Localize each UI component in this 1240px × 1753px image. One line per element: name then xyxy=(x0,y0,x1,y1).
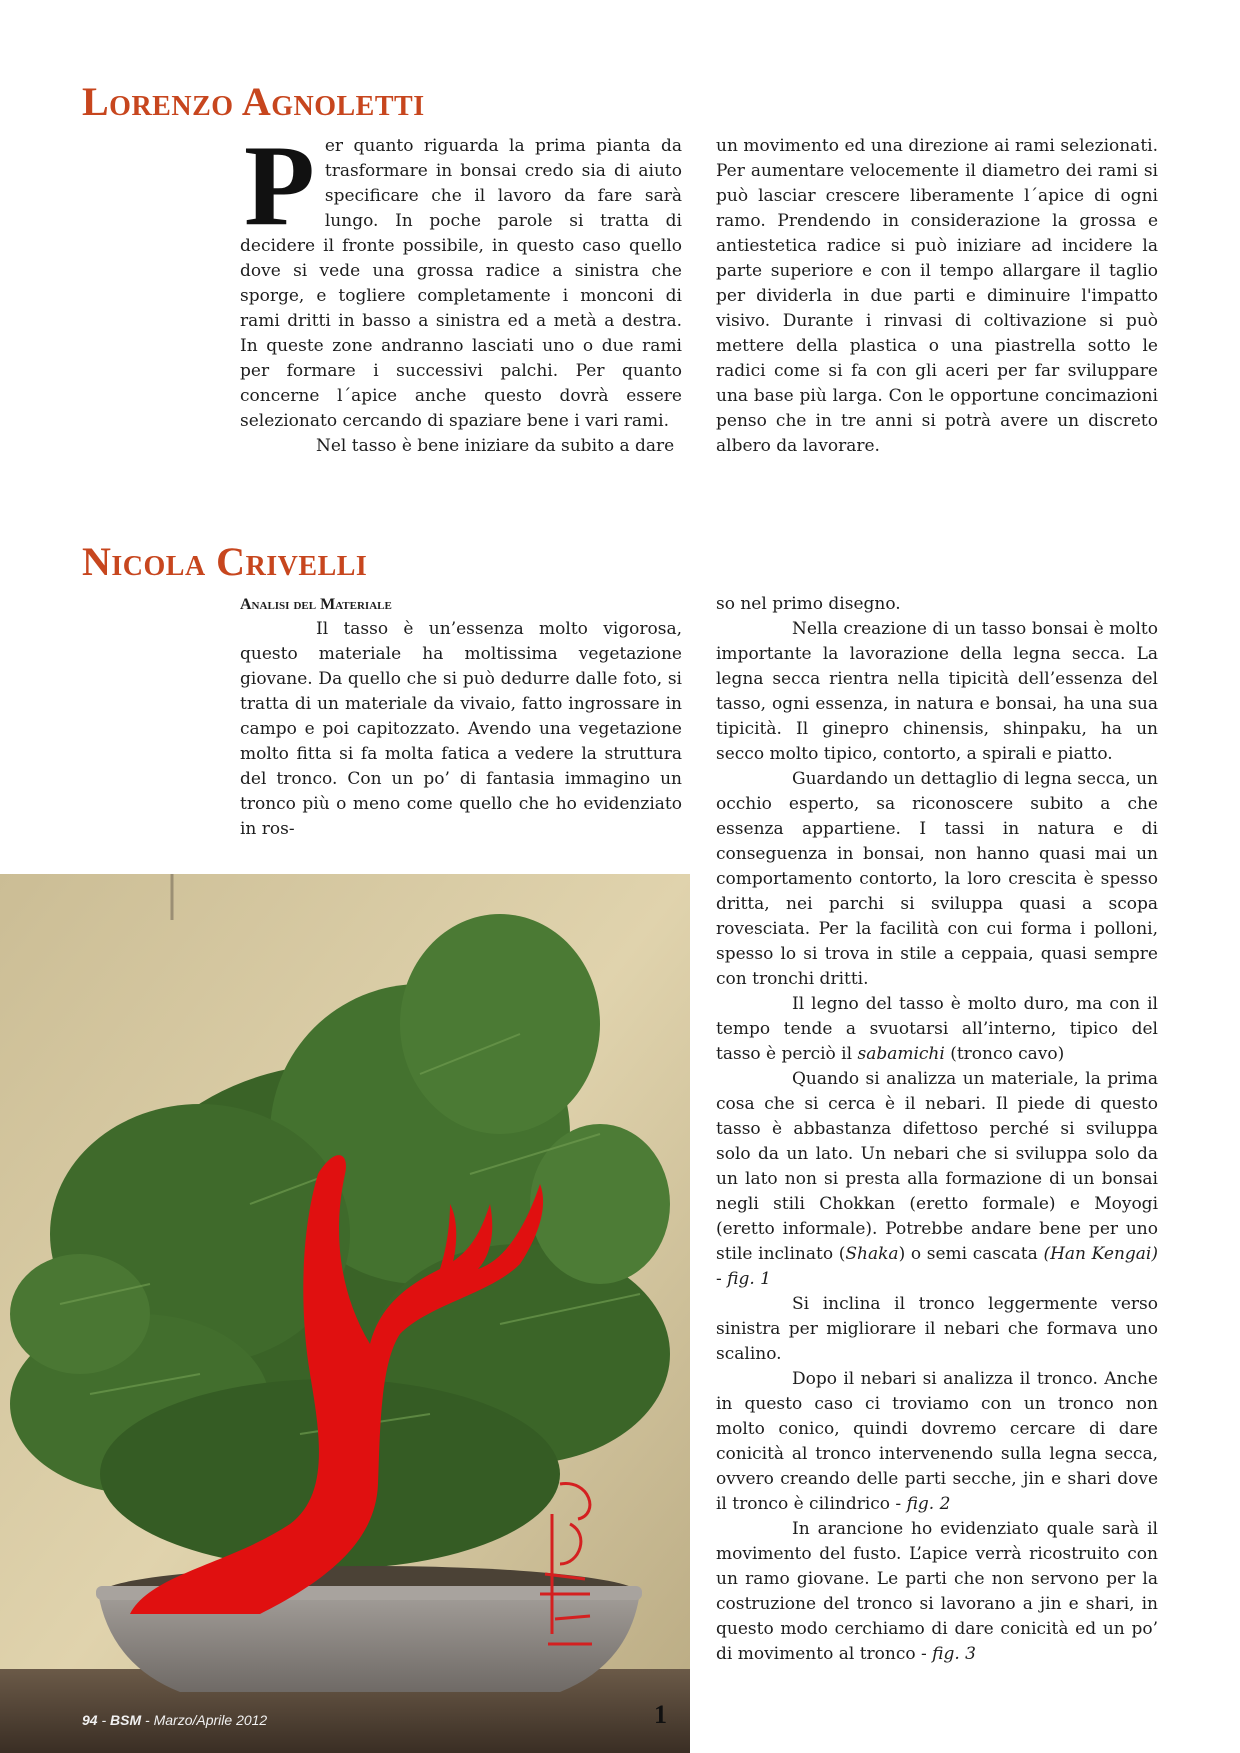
article-column-right xyxy=(716,592,1158,1667)
paragraph: Quando si analizza un materiale, la prima cosa che si cerca è il nebari. Il piede di questo tasso è abbastanza difettoso perché si sviluppa solo da un lato. Un nebari che si sviluppa solo da un lato non si presta alla formazione di un bonsai negli stili Chokkan (eretto formale) e Moyogi (eretto informale). Potrebbe andare bene per uno stile inclinato (Shaka) o semi cascata (Han Kengai) - fig. 1 xyxy=(716,1069,1158,1289)
paragraph: Per quanto riguarda la prima pianta da trasformare in bonsai credo sia di aiuto specificare che il lavoro da fare sarà lungo. In poche parole si tratta di decidere il fronte possibile, in questo caso quello dove si vede una grossa radice a sinistra che sporge, e togliere completamente i monconi di rami dritti in basso a sinistra ed a metà a destra. In queste zone andranno lasciati uno o due rami per formare i successivi palchi. Per quanto concerne l´apice anche questo dovrà essere selezionato cercando di spaziare bene i vari rami. xyxy=(240,122,682,431)
page-footer: 94 - BSM - Marzo/Aprile 2012 xyxy=(82,1712,268,1728)
paragraph: Il tasso è un’essenza molto vigorosa, questo materiale ha moltissima vegetazione giovane. Da quello che si può dedurre dalle foto, si tratta di un materiale da vivaio, fatto ingrossare in campo e poi capitozzato. Avendo una vegetazione molto fitta si fa molta fatica a vedere la struttura del tronco. Con un po’ di fantasia immagino un tronco più o meno come quello che ho evidenziato in ros- xyxy=(240,619,682,839)
page-number: 94 xyxy=(82,1712,98,1728)
paragraph: so nel primo disegno. xyxy=(716,594,901,614)
bonsai-illustration xyxy=(0,874,690,1753)
paragraph: Dopo il nebari si analizza il tronco. Anche in questo caso ci troviamo con un tronco non molto conico, quindi dovremo cercare di dare conicità al tronco intervenendo sulla legna secca, ovvero creando delle parti secche, jin e shari dove il tronco è cilindrico - fig. 2 xyxy=(716,1369,1158,1514)
article-column-left xyxy=(240,592,682,842)
magazine-name: BSM xyxy=(110,1712,142,1728)
subheading: Analisi del Materiale xyxy=(240,596,392,613)
paragraph: un movimento ed una direzione ai rami selezionati. Per aumentare velocemente il diametro dei rami si può lasciar crescere liberamente l´apice di ogni ramo. Prendendo in considerazione la grossa e antiestetica radice si può iniziare ad incidere la parte superiore e con il tempo allargare il taglio per dividerla in due parti e diminuire l'impatto visivo. Durante i rinvasi di coltivazione si può mettere della plastica o una piastrella sotto le radici come si fa con gli aceri per far sviluppare una base più larga. Con le opportune concimazioni penso che in tre anni si potrà avere un discreto albero da lavorare. xyxy=(716,136,1158,456)
paragraph: Si inclina il tronco leggermente verso sinistra per migliorare il nebari che formava uno scalino. xyxy=(716,1294,1158,1364)
issue-date: Marzo/Aprile 2012 xyxy=(153,1712,268,1728)
author-name: Lorenzo Agnoletti xyxy=(82,79,425,124)
paragraph: In arancione ho evidenziato quale sarà il movimento del fusto. L’apice verrà ricostruito con un ramo giovane. Le parti che non servono per la costruzione del tronco si lavorano a jin e shari, in questo modo cerchiamo di dare conicità ed un po’ di movimento al tronco - fig. 3 xyxy=(716,1519,1158,1664)
article-column-right xyxy=(716,134,1158,459)
paragraph: Nel tasso è bene iniziare da subito a dare xyxy=(316,436,675,456)
drop-cap: P xyxy=(244,122,315,250)
paragraph: Nella creazione di un tasso bonsai è molto importante la lavorazione della legna secca. La legna secca rientra nella tipicità dell’essenza del tasso, ogni essenza, in natura e bonsai, ha una sua tipicità. Il ginepro chinensis, shinpaku, ha un secco molto tipico, contorto, a spirali e piatto. xyxy=(716,619,1158,764)
author-name: Nicola Crivelli xyxy=(82,539,368,584)
paragraph: Il legno del tasso è molto duro, ma con il tempo tende a svuotarsi all’interno, tipico del tasso è perciò il sabamichi (tronco cavo) xyxy=(716,994,1158,1064)
paragraph: Guardando un dettaglio di legna secca, un occhio esperto, sa riconoscere subito a che essenza appartiene. I tassi in natura e di conseguenza in bonsai, non hanno quasi mai un comportamento contorto, la loro crescita è spesso dritta, nei parchi si sviluppa quasi a scopa rovesciata. Per la facilità con cui forma i polloni, spesso lo si trova in stile a ceppaia, quasi sempre con tronchi dritti. xyxy=(716,769,1158,989)
bonsai-photo xyxy=(0,874,690,1753)
figure-number: 1 xyxy=(654,1700,667,1729)
article-column-left xyxy=(240,122,682,459)
